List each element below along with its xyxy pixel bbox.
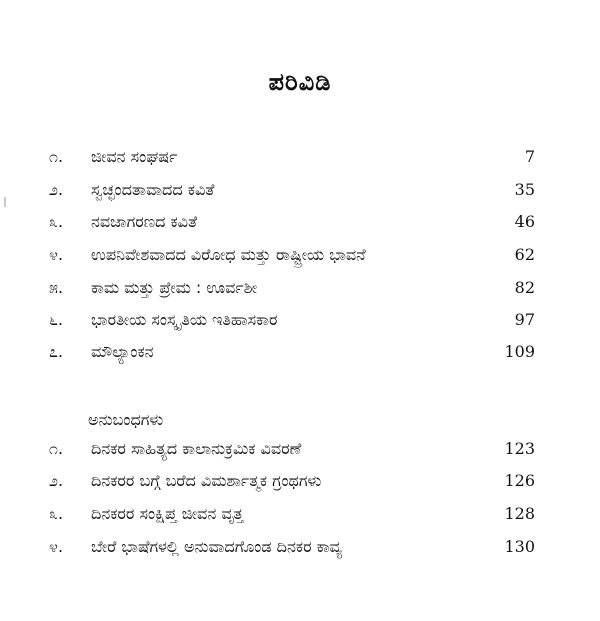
page-title: ಪರಿವಿಡಿ xyxy=(268,68,332,96)
appendix-entry-number: ೩. xyxy=(49,504,64,523)
toc-entry xyxy=(0,207,600,237)
appendix-heading: ಅನುಬಂಧಗಳು xyxy=(88,410,164,429)
appendix-entry xyxy=(0,499,600,529)
toc-entry-page: 62 xyxy=(514,245,535,264)
toc-entry-number: ೨. xyxy=(49,180,64,199)
toc-entry xyxy=(0,240,600,270)
appendix-entry-number: ೧. xyxy=(49,439,64,458)
appendix-entry-title: ಬೇರೆ ಭಾಷೆಗಳಲ್ಲಿ ಅನುವಾದಗೊಂಡ ದಿನಕರ ಕಾವ್ಯ xyxy=(91,537,342,556)
appendix-entry-number: ೪. xyxy=(49,537,64,556)
appendix-entry-title: ದಿನಕರ ಸಾಹಿತ್ಯದ ಕಾಲಾನುಕ್ರಮಿಕ ವಿವರಣೆ xyxy=(91,439,302,458)
toc-entry-number: ೪. xyxy=(49,245,64,264)
scan-edge-mark xyxy=(4,197,6,207)
toc-entry xyxy=(0,273,600,303)
toc-entry-title: ಕಾಮ ಮತ್ತು ಪ್ರೇಮ : ಊರ್ವಶೀ xyxy=(91,278,258,297)
appendix-entry xyxy=(0,434,600,464)
appendix-entry-page: 123 xyxy=(504,439,535,458)
appendix-entry-title: ದಿನಕರರ ಸಂಕ್ಷಿಪ್ತ ಜೀವನ ವೃತ್ತ xyxy=(91,504,244,523)
toc-entry-number: ೬. xyxy=(49,310,64,329)
toc-entry-number: ೩. xyxy=(49,212,64,231)
toc-entry-page: 109 xyxy=(504,342,535,361)
toc-entry-page: 35 xyxy=(514,180,535,199)
toc-entry-title: ಮೌಲ್ಯಾಂಕನ xyxy=(91,342,154,361)
toc-entry-number: ೧. xyxy=(49,147,64,166)
toc-entry-title: ಜೀವನ ಸಂಘರ್ಷ xyxy=(91,147,178,166)
toc-entry-page: 46 xyxy=(514,212,535,231)
toc-entry-page: 97 xyxy=(514,310,535,329)
toc-entry-title: ಸ್ವಚ್ಛಂದತಾವಾದದ ಕವಿತೆ xyxy=(91,180,215,199)
toc-entry-number: ೭. xyxy=(49,342,64,361)
toc-entry-title: ಭಾರತೀಯ ಸಂಸ್ಕೃತಿಯ ಇತಿಹಾಸಕಾರ xyxy=(91,310,278,329)
toc-entry-number: ೫. xyxy=(49,278,64,297)
toc-entry-title: ನವಜಾಗರಣದ ಕವಿತೆ xyxy=(91,212,198,231)
toc-entry xyxy=(0,142,600,172)
toc-entry xyxy=(0,337,600,367)
appendix-entry-page: 128 xyxy=(504,504,535,523)
appendix-entry-number: ೨. xyxy=(49,471,64,490)
toc-entry-title: ಉಪನಿವೇಶವಾದದ ವಿರೋಧ ಮತ್ತು ರಾಷ್ಟ್ರೀಯ ಭಾವನೆ xyxy=(91,245,366,264)
toc-entry xyxy=(0,305,600,335)
appendix-entry-title: ದಿನಕರರ ಬಗ್ಗೆ ಬರೆದ ವಿಮರ್ಶಾತ್ಮಕ ಗ್ರಂಥಗಳು xyxy=(91,471,322,490)
toc-entry xyxy=(0,175,600,205)
appendix-entry-page: 126 xyxy=(504,471,535,490)
appendix-entry xyxy=(0,466,600,496)
appendix-entry-page: 130 xyxy=(504,537,535,556)
toc-entry-page: 7 xyxy=(524,147,535,166)
appendix-entry xyxy=(0,532,600,562)
toc-entry-page: 82 xyxy=(514,278,535,297)
